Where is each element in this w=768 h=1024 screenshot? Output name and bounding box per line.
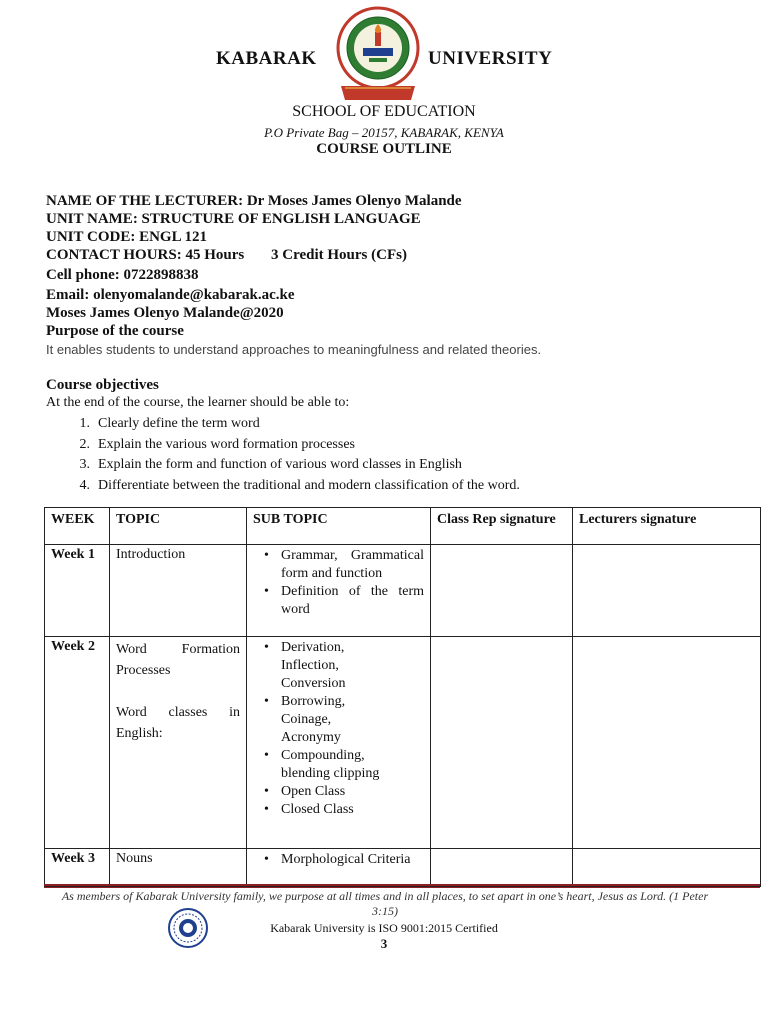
- page-number: 3: [380, 936, 388, 951]
- university-name-right: UNIVERSITY: [428, 48, 553, 69]
- document-title: COURSE OUTLINE: [316, 141, 452, 157]
- iso-certification: Kabarak University is ISO 9001:2015 Certified: [270, 921, 498, 935]
- footer-divider: [44, 884, 760, 886]
- table-row: [45, 545, 761, 637]
- header-class-rep: Class Rep signature: [431, 508, 573, 545]
- header-lecturer-signature: Lecturers signature: [573, 508, 761, 545]
- topic-word-formation: Word Formation Processes: [116, 642, 240, 678]
- postal-address: P.O Private Bag – 20157, KABARAK, KENYA: [264, 125, 504, 140]
- course-outline-table: [44, 507, 761, 887]
- class-rep-signature-cell[interactable]: [431, 637, 573, 849]
- week-cell: Week 3: [45, 849, 110, 887]
- school-name: SCHOOL OF EDUCATION: [292, 103, 476, 120]
- university-name-left: KABARAK: [216, 48, 317, 69]
- list-item: • Morphological Criteria: [281, 851, 424, 869]
- table-row: [45, 849, 761, 887]
- lecturer-signature-cell[interactable]: [573, 545, 761, 637]
- list-item: • Derivation, Inflection, Conversion: [281, 639, 424, 693]
- university-crest-logo: [333, 6, 423, 110]
- list-item: 1. Clearly define the term word: [79, 416, 260, 431]
- table-row: [45, 637, 761, 849]
- university-motto: As members of Kabarak University family, we purpose at all times and in all places, to set apart in one’s heart, Jesus as Lord. (1 Peter 3:15): [61, 889, 709, 918]
- purpose-heading: Purpose of the course: [46, 323, 184, 339]
- subtopic-cell: [247, 637, 431, 849]
- purpose-text: It enables students to understand approaches to meaningfulness and related theories.: [46, 342, 542, 357]
- table-header-row: [45, 508, 761, 545]
- credit-hours: 3 Credit Hours (CFs): [271, 247, 407, 263]
- lecturer-signature-cell[interactable]: [573, 849, 761, 887]
- topic-cell: [110, 637, 247, 849]
- list-item: • Definition of the term word: [281, 583, 424, 619]
- lecturer-signature-cell[interactable]: [573, 637, 761, 849]
- footer-divider-thin: [44, 887, 760, 888]
- objectives-list: [46, 414, 520, 497]
- cell-phone: Cell phone: 0722898838: [46, 267, 199, 283]
- list-item: 2. Explain the various word formation processes: [79, 436, 355, 452]
- email: Email: olenyomalande@kabarak.ac.ke: [46, 287, 295, 303]
- objectives-intro: At the end of the course, the learner should be able to:: [46, 395, 350, 410]
- week-cell: Week 2: [45, 637, 110, 849]
- list-item: • Open Class: [281, 783, 424, 801]
- topic-cell: Introduction: [110, 545, 247, 637]
- list-item: • Grammar, Grammatical form and function: [281, 547, 424, 583]
- class-rep-signature-cell[interactable]: [431, 849, 573, 887]
- list-item: • Compounding, blending clipping: [281, 747, 424, 783]
- copyright-line: Moses James Olenyo Malande@2020: [46, 305, 284, 321]
- unit-name: UNIT NAME: STRUCTURE OF ENGLISH LANGUAGE: [46, 211, 421, 227]
- lecturer-name: NAME OF THE LECTURER: Dr Moses James Olenyo Malande: [46, 193, 462, 209]
- class-rep-signature-cell[interactable]: [431, 545, 573, 637]
- list-item: 3. Explain the form and function of various word classes in English: [79, 457, 462, 473]
- subtopic-cell: [247, 849, 431, 887]
- list-item: • Closed Class: [281, 801, 424, 819]
- list-item: • Borrowing, Coinage, Acronymy: [281, 693, 424, 747]
- week-cell: Week 1: [45, 545, 110, 637]
- header-topic: TOPIC: [110, 508, 247, 545]
- objectives-heading: Course objectives: [46, 377, 159, 393]
- topic-cell: Nouns: [110, 849, 247, 887]
- topic-word-classes: Word classes in English:: [116, 705, 240, 741]
- subtopic-cell: [247, 545, 431, 637]
- header-subtopic: SUB TOPIC: [247, 508, 431, 545]
- list-item: 4. Differentiate between the traditional and modern classification of the word.: [79, 478, 520, 494]
- contact-hours: CONTACT HOURS: 45 Hours: [46, 247, 245, 263]
- unit-code: UNIT CODE: ENGL 121: [46, 229, 208, 245]
- header-week: WEEK: [45, 508, 110, 545]
